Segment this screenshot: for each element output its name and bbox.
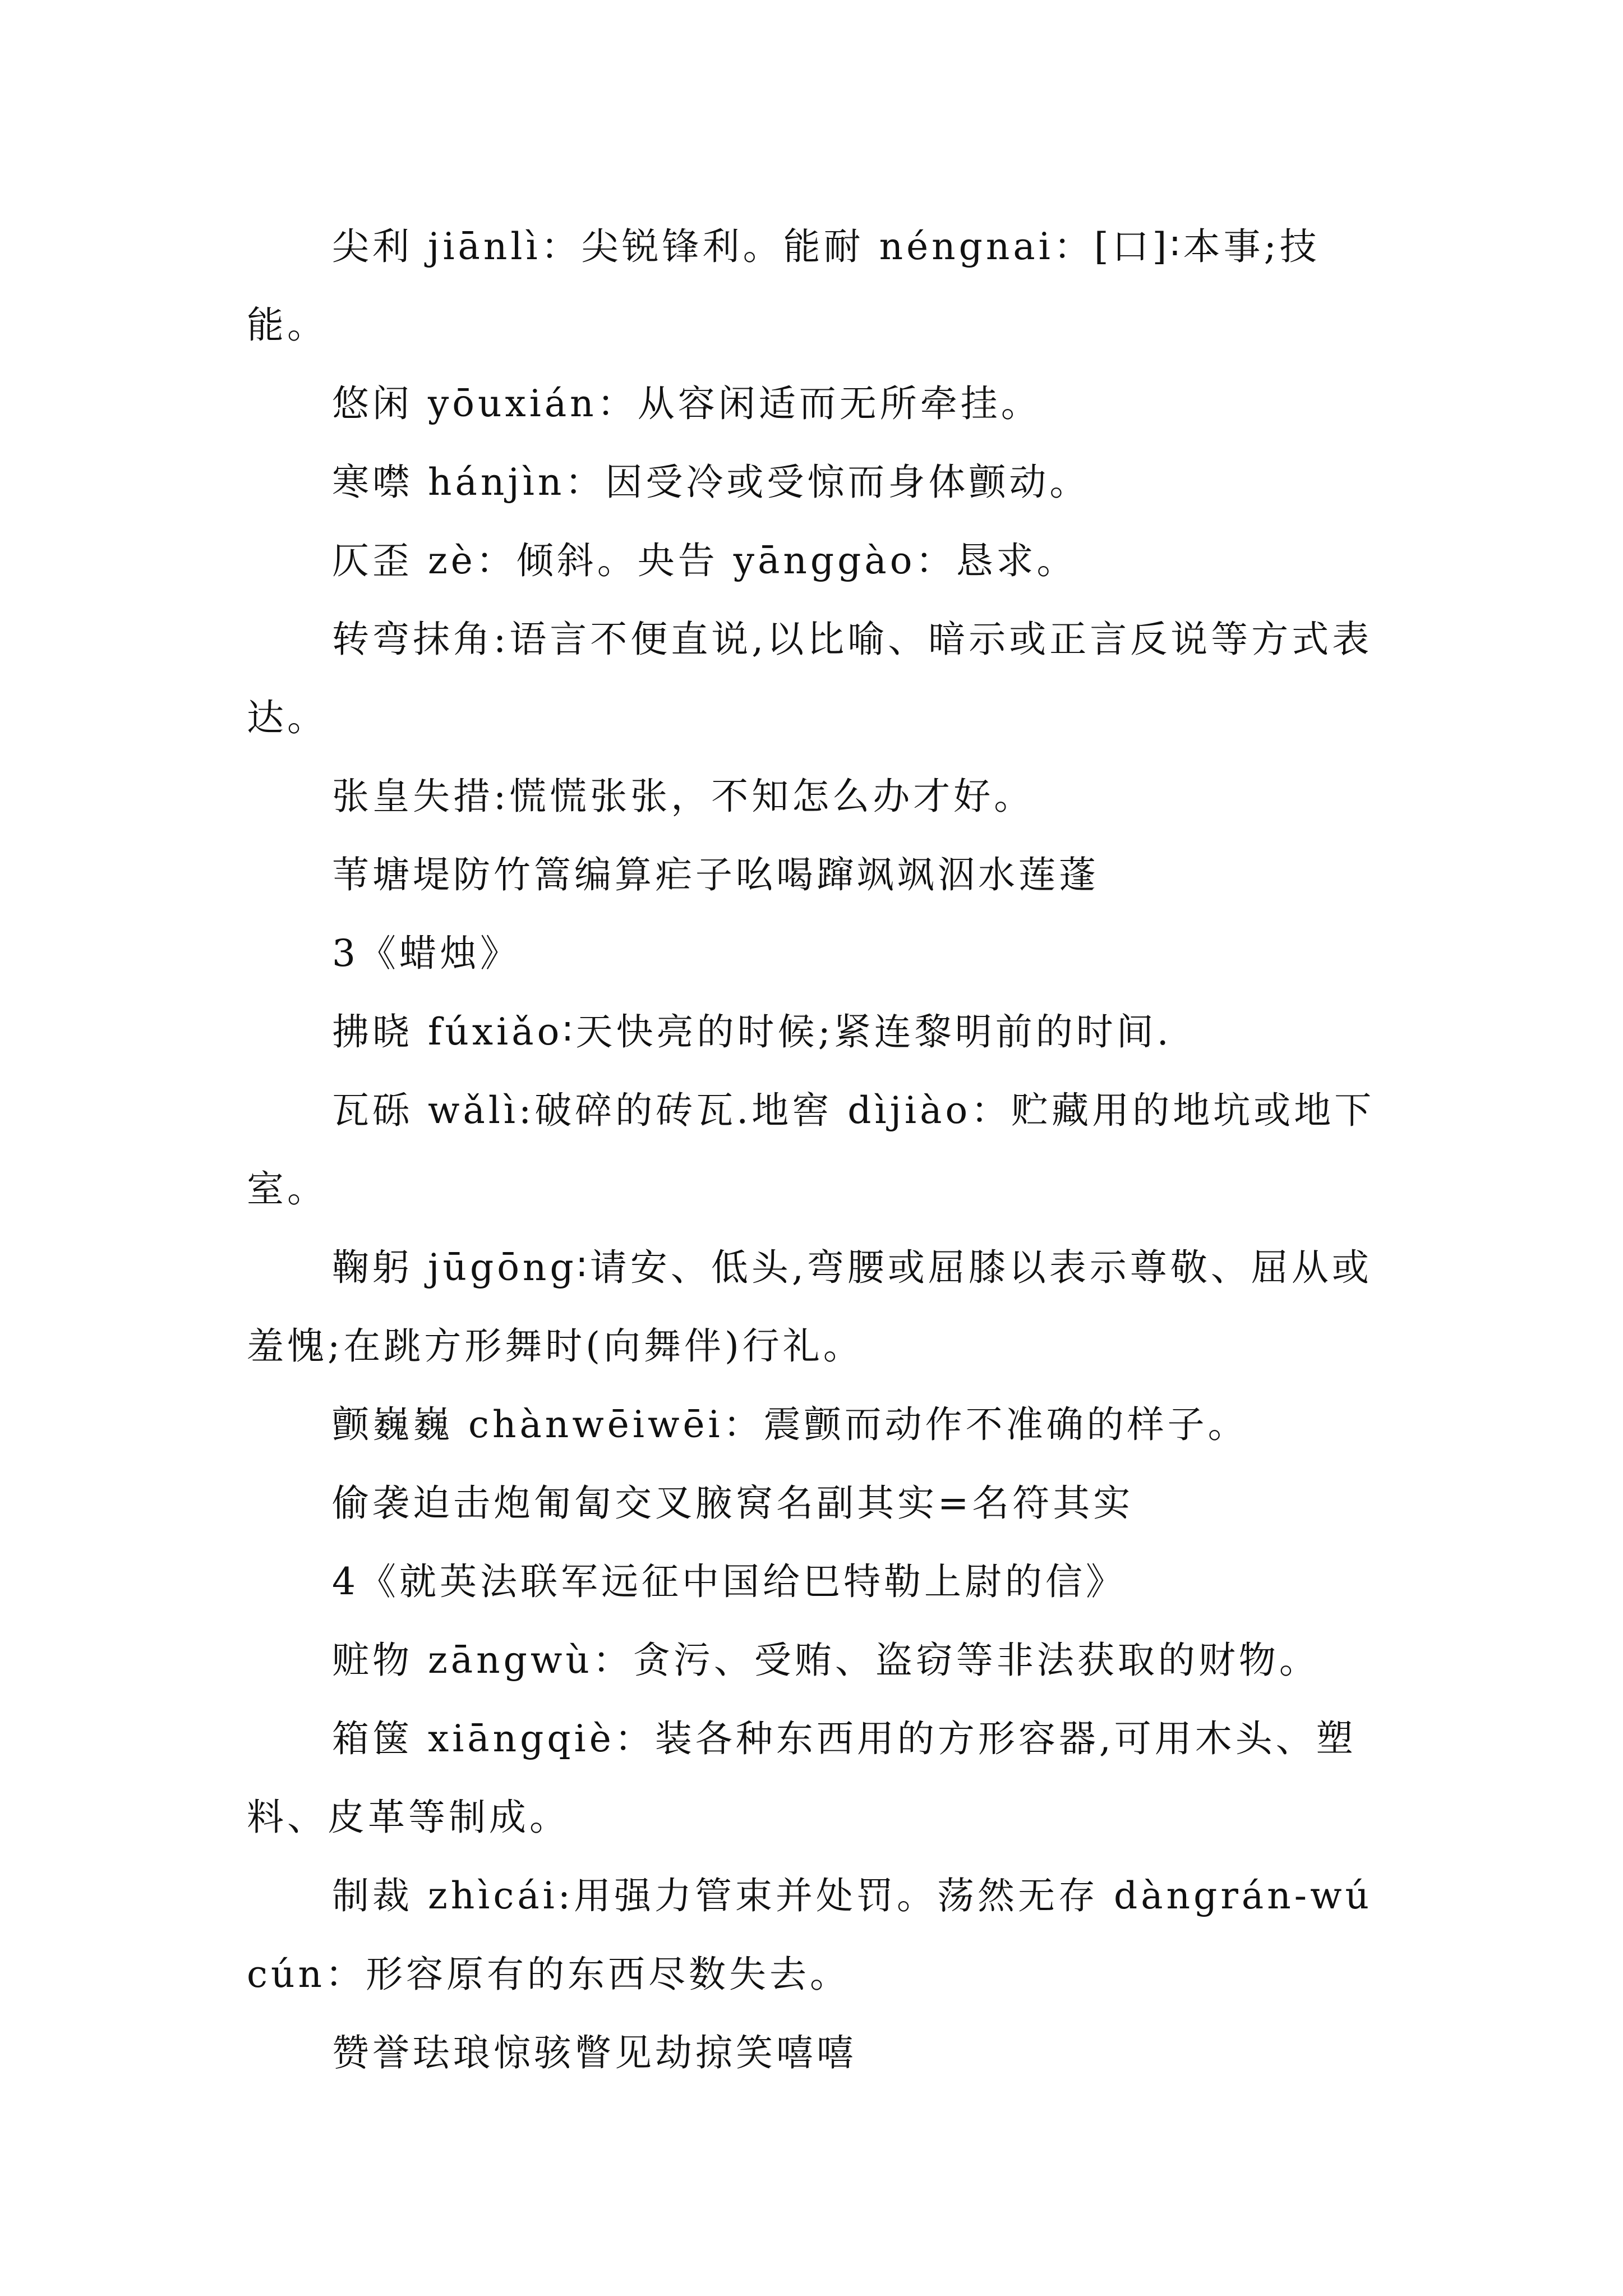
paragraph-chanweiwei: 颤巍巍 chànwēiwēi：震颤而动作不准确的样子。	[332, 1403, 1248, 1446]
paragraph-zangwu: 赃物 zāngwù：贪污、受贿、盗窃等非法获取的财物。	[332, 1639, 1320, 1682]
paragraph-youxian: 悠闲 yōuxián：从容闲适而无所牵挂。	[332, 382, 1041, 425]
paragraph-word-list-1: 苇塘堤防竹篙编算疟子吆喝蹿飒飒泅水莲蓬	[332, 853, 1099, 896]
paragraph-word-list-3: 赞誉珐琅惊骇瞥见劫掠笑嘻嘻	[332, 2031, 857, 2074]
document-body	[247, 208, 1380, 2092]
section-heading-letter: 4《就英法联军远征中国给巴特勒上尉的信》	[332, 1560, 1126, 1603]
paragraph-zhicai-dangran: 制裁 zhìcái:用强力管束并处罚。荡然无存 dàngrán-wúcún：形容原有的东西尽数失去。	[247, 1874, 1373, 1996]
paragraph-zhuanwan-mojiao: 转弯抹角:语言不便直说,以比喻、暗示或正言反说等方式表达。	[247, 618, 1373, 739]
paragraph-xiangqie: 箱箧 xiāngqiè：装各种东西用的方形容器,可用木头、塑料、皮革等制成。	[247, 1717, 1357, 1839]
paragraph-hanjin: 寒噤 hánjìn：因受冷或受惊而身体颤动。	[332, 461, 1090, 504]
paragraph-zhanghuang-shicuo: 张皇失措:慌慌张张，不知怎么办才好。	[332, 775, 1035, 818]
section-heading-lazhu: 3《蜡烛》	[332, 932, 520, 975]
paragraph-fuxiao: 拂晓 fúxiǎo∶天快亮的时候;紧连黎明前的时间.	[332, 1010, 1172, 1053]
paragraph-jugong: 鞠躬 jūgōng∶请安、低头,弯腰或屈膝以表示尊敬、屈从或羞愧;在跳方形舞时(向舞伴)行礼。	[247, 1246, 1372, 1368]
paragraph-wali-dijiao: 瓦砾 wǎlì:破碎的砖瓦.地窖 dìjiào：贮藏用的地坑或地下室。	[247, 1089, 1375, 1211]
paragraph-word-list-2: 偷袭迫击炮匍匐交叉腋窝名副其实=名符其实	[332, 1481, 1134, 1525]
paragraph-jianli-nengnai: 尖利 jiānlì：尖锐锋利。能耐 néngnai：[口]∶本事;技能。	[247, 225, 1320, 347]
paragraph-zewai-yanggao: 仄歪 zè：倾斜。央告 yānggào：恳求。	[332, 539, 1077, 582]
